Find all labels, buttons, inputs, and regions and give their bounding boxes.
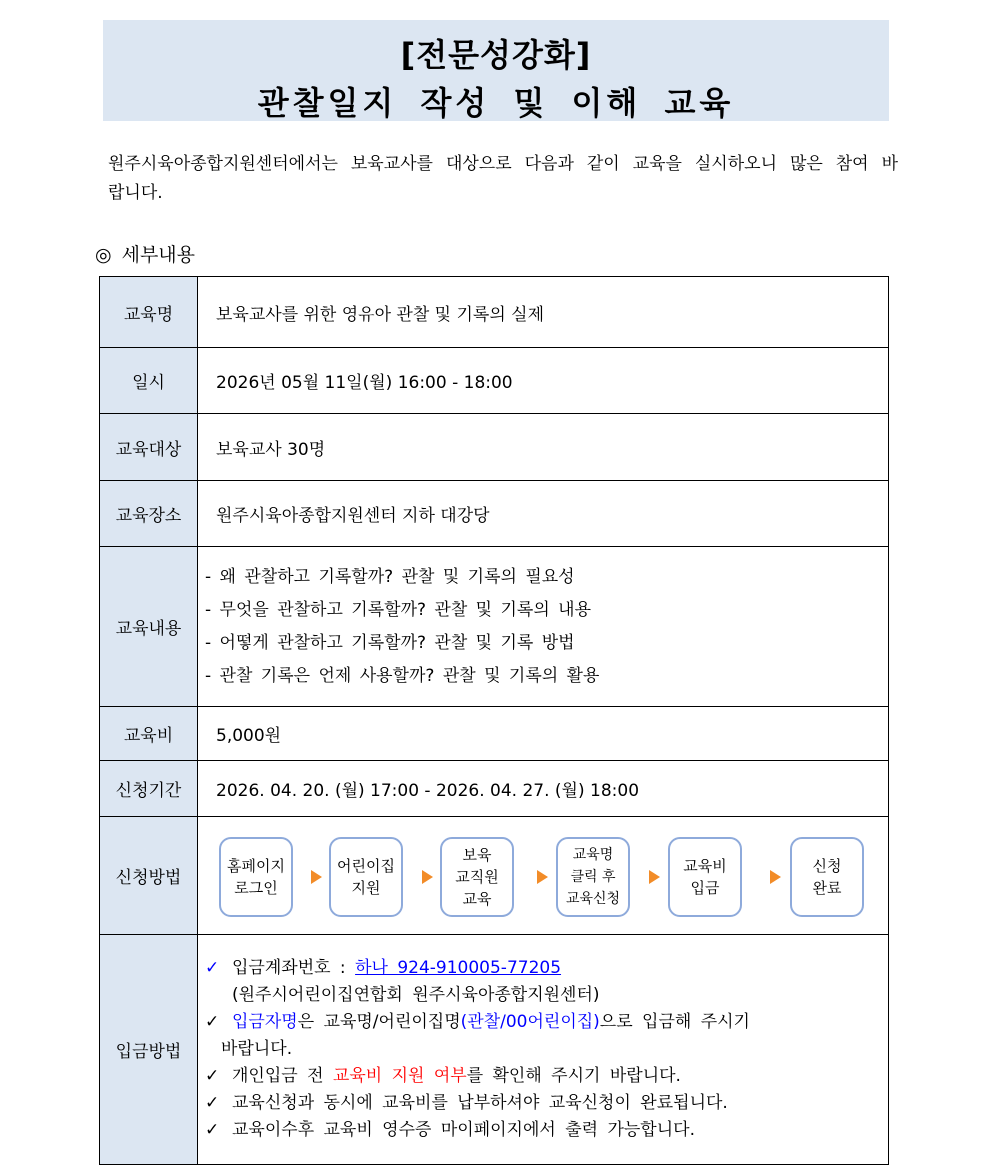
list-item: - 무엇을 관찰하고 기록할까? 관찰 및 기록의 내용 bbox=[205, 599, 592, 620]
payment-line bbox=[205, 1063, 888, 1090]
double-circle-icon: ◎ bbox=[95, 244, 112, 266]
step-text: 입금 bbox=[690, 878, 720, 897]
step-text: 교육비 bbox=[683, 856, 727, 875]
table-row bbox=[100, 547, 889, 707]
depositor-example: (관찰/00어린이집) bbox=[460, 1012, 600, 1032]
label-payment: 입금방법 bbox=[100, 935, 198, 1165]
table-row bbox=[100, 481, 889, 547]
label-target: 교육대상 bbox=[100, 414, 198, 481]
step-box bbox=[668, 837, 742, 917]
step-text: 교육 bbox=[462, 889, 492, 908]
table-row bbox=[100, 277, 889, 348]
intro-text: 원주시육아종합지원센터에서는 보육교사를 대상으로 다음과 같이 교육을 실시하오니 많은 참여 바랍니다. bbox=[108, 154, 898, 203]
account-number: 하나 924-910005-77205 bbox=[355, 958, 562, 978]
account-label: 입금계좌번호 : bbox=[232, 958, 356, 978]
check-icon: ✓ bbox=[205, 1120, 220, 1140]
label-place: 교육장소 bbox=[100, 481, 198, 547]
title-banner bbox=[103, 20, 889, 121]
arrow-right-icon bbox=[537, 870, 548, 884]
step-box bbox=[440, 837, 514, 917]
value-target: 보육교사 30명 bbox=[198, 414, 889, 481]
arrow-right-icon bbox=[770, 870, 781, 884]
table-row bbox=[100, 414, 889, 481]
step-text: 보육 bbox=[462, 845, 492, 864]
step-box bbox=[790, 837, 864, 917]
details-table bbox=[99, 276, 889, 1165]
label-method: 신청방법 bbox=[100, 817, 198, 935]
step-text: 클릭 후 bbox=[570, 868, 616, 885]
support-highlight: 교육비 지원 여부 bbox=[332, 1066, 467, 1086]
label-date: 일시 bbox=[100, 348, 198, 414]
title-category: [전문성강화] bbox=[400, 36, 592, 74]
value-method bbox=[198, 817, 889, 935]
step-text: 어린이집 bbox=[337, 856, 395, 875]
step-text: 완료 bbox=[812, 878, 842, 897]
value-date: 2026년 05월 11일(월) 16:00 - 18:00 bbox=[198, 348, 889, 414]
step-text: 홈페이지 bbox=[227, 856, 285, 875]
depositor-text: 은 교육명/어린이집명 bbox=[297, 1012, 461, 1032]
depositor-cont: 바랍니다. bbox=[221, 1039, 293, 1059]
table-row bbox=[100, 935, 889, 1165]
value-payment bbox=[198, 935, 889, 1165]
value-contents bbox=[198, 547, 889, 707]
page-title: 관찰일지 작성 및 이해 교육 bbox=[257, 84, 735, 122]
payment-line bbox=[205, 1009, 888, 1036]
table-row bbox=[100, 707, 889, 761]
payment-line bbox=[205, 955, 888, 982]
check-icon: ✓ bbox=[205, 1093, 220, 1113]
payment-line bbox=[205, 1117, 888, 1144]
table-row bbox=[100, 761, 889, 817]
table-row bbox=[100, 348, 889, 414]
arrow-right-icon bbox=[649, 870, 660, 884]
label-fee: 교육비 bbox=[100, 707, 198, 761]
depositor-highlight: 입금자명 bbox=[232, 1012, 298, 1032]
personal-text: 를 확인해 주시기 바랍니다. bbox=[466, 1066, 681, 1086]
arrow-right-icon bbox=[311, 870, 322, 884]
depositor-text: 으로 입금해 주시기 bbox=[599, 1012, 750, 1032]
check-icon: ✓ bbox=[205, 1066, 220, 1086]
value-name: 보육교사를 위한 영유아 관찰 및 기록의 실제 bbox=[198, 277, 889, 348]
payment-line bbox=[205, 1090, 888, 1117]
section-title: 세부내용 bbox=[121, 244, 196, 266]
step-text: 교직원 bbox=[455, 867, 499, 886]
payment-note: 교육이수후 교육비 영수증 마이페이지에서 출력 가능합니다. bbox=[232, 1120, 695, 1140]
label-name: 교육명 bbox=[100, 277, 198, 348]
personal-text: 개인입금 전 bbox=[232, 1066, 333, 1086]
application-steps bbox=[198, 818, 888, 934]
check-icon: ✓ bbox=[205, 958, 220, 978]
table-row bbox=[100, 817, 889, 935]
account-holder: (원주시어린이집연합회 원주시육아종합지원센터) bbox=[232, 985, 600, 1005]
step-box bbox=[329, 837, 403, 917]
label-contents: 교육내용 bbox=[100, 547, 198, 707]
value-period: 2026. 04. 20. (월) 17:00 - 2026. 04. 27. (월) 18:00 bbox=[198, 761, 889, 817]
list-item: - 어떻게 관찰하고 기록할까? 관찰 및 기록 방법 bbox=[205, 632, 575, 653]
section-heading bbox=[95, 240, 195, 267]
step-text: 교육신청 bbox=[565, 890, 621, 907]
step-box bbox=[219, 837, 293, 917]
step-text: 로그인 bbox=[234, 878, 278, 897]
value-place: 원주시육아종합지원센터 지하 대강당 bbox=[198, 481, 889, 547]
step-text: 교육명 bbox=[572, 846, 614, 863]
list-item: - 왜 관찰하고 기록할까? 관찰 및 기록의 필요성 bbox=[205, 566, 575, 587]
label-period: 신청기간 bbox=[100, 761, 198, 817]
arrow-right-icon bbox=[422, 870, 433, 884]
step-text: 신청 bbox=[812, 856, 842, 875]
step-text: 지원 bbox=[351, 878, 381, 897]
value-fee: 5,000원 bbox=[198, 707, 889, 761]
check-icon: ✓ bbox=[205, 1012, 220, 1032]
payment-note: 교육신청과 동시에 교육비를 납부하셔야 교육신청이 완료됩니다. bbox=[232, 1093, 728, 1113]
list-item: - 관찰 기록은 언제 사용할까? 관찰 및 기록의 활용 bbox=[205, 665, 600, 686]
step-box bbox=[556, 837, 630, 917]
